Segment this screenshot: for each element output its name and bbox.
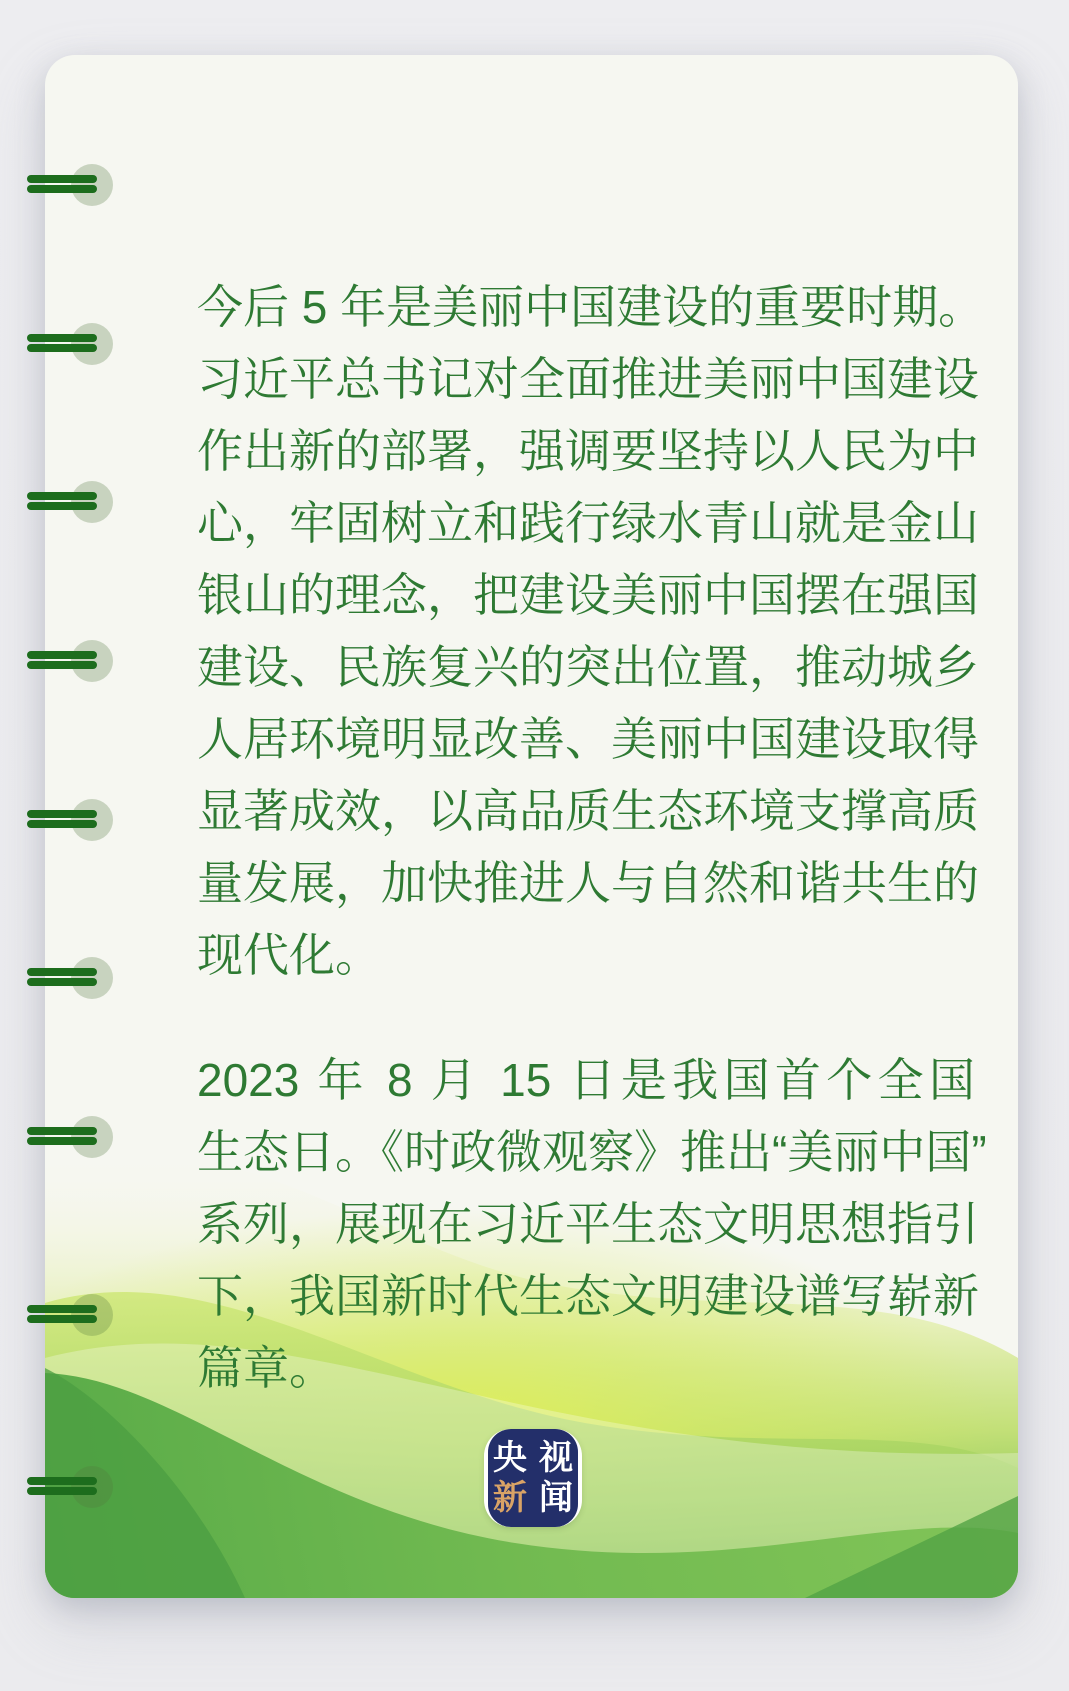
binder-wire (27, 1315, 97, 1323)
logo-char-wen: 闻 (539, 1479, 573, 1517)
binder-wire (27, 968, 97, 976)
logo-char-xin: 新 (493, 1479, 527, 1517)
text-line: 2023 年 8 月 15 日是我国首个全国 (197, 1054, 975, 1106)
logo-char-shi: 视 (539, 1439, 573, 1477)
binder-ring (0, 798, 130, 842)
text-line: 篇章。 (197, 1342, 335, 1394)
binder-wire (27, 1127, 97, 1135)
binder-ring (0, 322, 130, 366)
binder-wire (27, 820, 97, 828)
cctv-news-logo (484, 1429, 582, 1527)
paragraph-2 (197, 1044, 987, 1404)
binder-wire (27, 1137, 97, 1145)
binder-wire (27, 502, 97, 510)
binder-wire (27, 492, 97, 500)
binder-wire (27, 344, 97, 352)
text-line: 作出新的部署，强调要坚持以人民为中 (197, 425, 979, 477)
text-line: 系列，展现在习近平生态文明思想指引 (197, 1198, 979, 1250)
text-line: 显著成效，以高品质生态环境支撑高质 (197, 785, 979, 837)
text-line: 习近平总书记对全面推进美丽中国建设 (197, 353, 979, 405)
text-line: 今后 5 年是美丽中国建设的重要时期。 (197, 281, 985, 333)
binder-wire (27, 661, 97, 669)
notebook-card (45, 55, 1018, 1598)
binder-ring (0, 1465, 130, 1509)
binder-ring (0, 956, 130, 1000)
binder-wire (27, 978, 97, 986)
binder-ring (0, 1293, 130, 1337)
binder-wire (27, 1487, 97, 1495)
text-line: 人居环境明显改善、美丽中国建设取得 (197, 713, 979, 765)
text-line: 下，我国新时代生态文明建设谱写崭新 (197, 1270, 979, 1322)
binder-ring (0, 480, 130, 524)
text-line: 现代化。 (197, 929, 381, 981)
binder-ring (0, 1115, 130, 1159)
text-line: 生态日。《时政微观察》推出“美丽中国” (197, 1126, 987, 1178)
paragraph-1 (197, 271, 985, 991)
binder-wire (27, 1305, 97, 1313)
binder-wire (27, 651, 97, 659)
logo-char-yang: 央 (493, 1439, 527, 1477)
binder-wire (27, 175, 97, 183)
cctv-news-logo-inner (488, 1429, 578, 1527)
binder-wire (27, 810, 97, 818)
text-line: 建设、民族复兴的突出位置，推动城乡 (197, 641, 979, 693)
binder-ring (0, 163, 130, 207)
binder-wire (27, 334, 97, 342)
text-line: 银山的理念，把建设美丽中国摆在强国 (197, 569, 979, 621)
text-line: 心，牢固树立和践行绿水青山就是金山 (197, 497, 979, 549)
text-line: 量发展，加快推进人与自然和谐共生的 (197, 857, 979, 909)
binder-ring (0, 639, 130, 683)
binder-wire (27, 185, 97, 193)
binder-wire (27, 1477, 97, 1485)
